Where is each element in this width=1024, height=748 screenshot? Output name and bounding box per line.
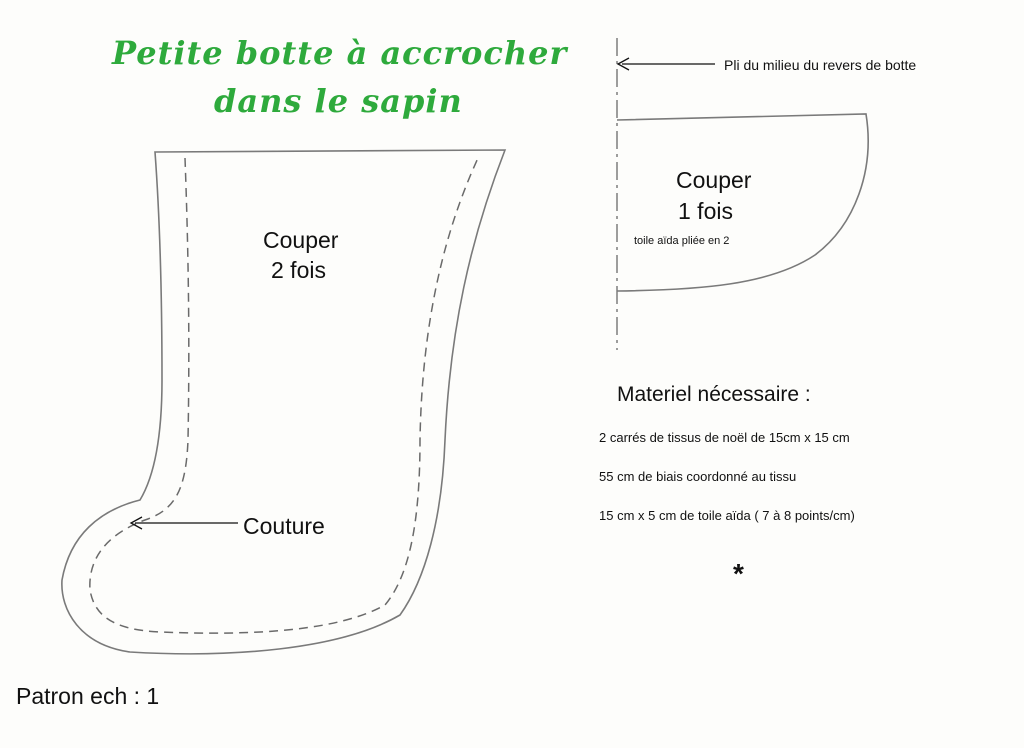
title-line-2: dans le sapin [214,82,463,120]
title-line-1: Petite botte à accrocher [112,34,568,72]
materials-item-2: 55 cm de biais coordonné au tissu [599,469,797,484]
seam-label: Couture [243,513,325,539]
fold-note: Pli du milieu du revers de botte [724,57,917,73]
scale-label: Patron ech : 1 [16,683,160,709]
cuff-outline [617,114,868,291]
boot-cut-label: Couper [263,227,339,253]
cuff-cut-label: Couper [676,167,752,193]
materials-heading: Materiel nécessaire : [617,383,811,406]
cuff-cut-count: 1 fois [678,198,733,224]
boot-outline [62,150,505,654]
materials-item-1: 2 carrés de tissus de noël de 15cm x 15 cm [599,430,850,445]
boot-cut-count: 2 fois [271,257,326,283]
asterisk-mark: * [733,558,744,589]
materials-item-3: 15 cm x 5 cm de toile aïda ( 7 à 8 points/cm) [599,508,855,523]
cuff-fabric-note: toile aïda pliée en 2 [634,235,730,247]
